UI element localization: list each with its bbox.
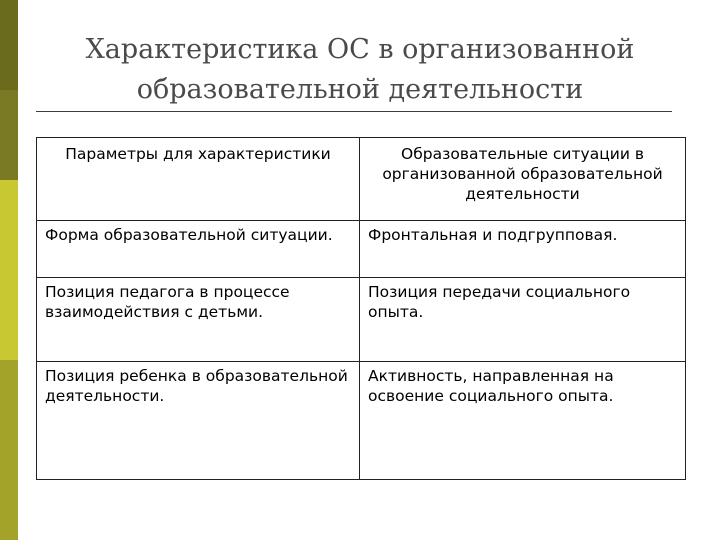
slide-title xyxy=(40,30,680,110)
column-header-situations: Образовательные ситуации в организованной образовательной деятельности xyxy=(360,138,686,221)
table-cell: Активность, направленная на освоение социального опыта. xyxy=(360,362,686,480)
characteristics-table xyxy=(36,137,686,480)
column-header-parameters: Параметры для характеристики xyxy=(37,138,360,221)
table-row xyxy=(37,221,686,278)
table-cell: Форма образовательной ситуации. xyxy=(37,221,360,278)
table-header-row xyxy=(37,138,686,221)
side-bar-segment xyxy=(0,360,18,540)
decorative-side-bar xyxy=(0,0,18,540)
table-cell: Позиция педагога в процессе взаимодействия с детьми. xyxy=(37,278,360,362)
side-bar-segment xyxy=(0,0,18,90)
table-row xyxy=(37,278,686,362)
table-row xyxy=(37,362,686,480)
side-bar-segment xyxy=(0,180,18,360)
table-cell: Позиция ребенка в образовательной деятельности. xyxy=(37,362,360,480)
slide-title-line-2: образовательной деятельности xyxy=(136,74,584,105)
title-underline xyxy=(36,111,672,112)
table-cell: Фронтальная и подгрупповая. xyxy=(360,221,686,278)
table-cell: Позиция передачи социального опыта. xyxy=(360,278,686,362)
side-bar-segment xyxy=(0,90,18,180)
slide-title-line-1: Характеристика ОС в организованной xyxy=(85,34,635,65)
